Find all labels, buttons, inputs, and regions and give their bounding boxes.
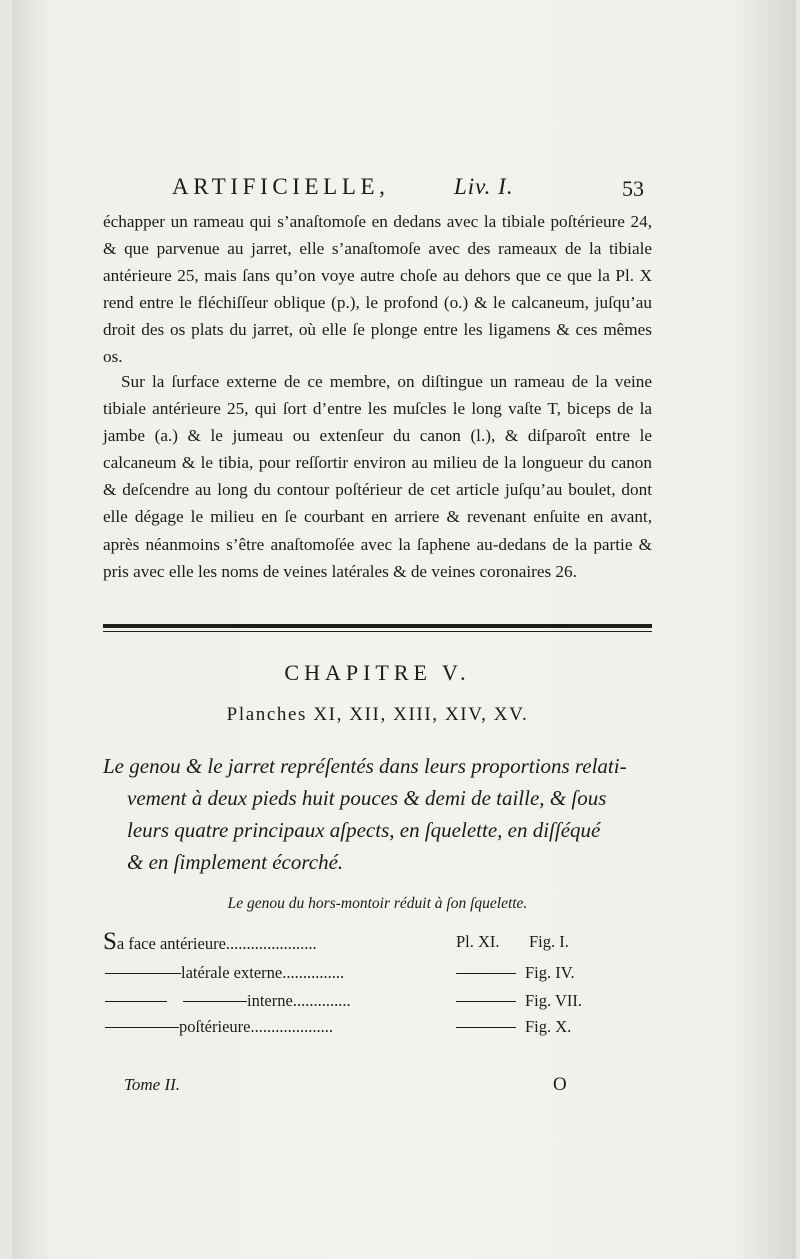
dot-leaders: ...................... bbox=[225, 934, 317, 953]
running-book-number: Liv. I. bbox=[454, 174, 514, 199]
signature-mark: O bbox=[553, 1074, 567, 1095]
summary-line: leurs quatre principaux aſpects, en ſquelette, en diſſéqué bbox=[127, 818, 601, 842]
figure-reference: Fig. X. bbox=[525, 1017, 572, 1036]
figure-reference: Fig. IV. bbox=[525, 963, 575, 982]
table-row bbox=[103, 991, 652, 1017]
row-label: a face antérieure bbox=[116, 934, 226, 953]
ditto-dash bbox=[456, 1027, 516, 1028]
ditto-dash bbox=[456, 1001, 516, 1002]
figure-reference: Fig. VII. bbox=[525, 991, 582, 1010]
figure-reference: Fig. I. bbox=[529, 932, 569, 951]
table-row bbox=[103, 1017, 652, 1043]
ditto-dash bbox=[105, 1027, 179, 1028]
table-heading: Le genou du hors-montoir réduit à ſon ſquelette. bbox=[227, 895, 528, 912]
page-number: 53 bbox=[622, 176, 644, 201]
table-row bbox=[103, 928, 652, 958]
plate-reference: Pl. XI. bbox=[456, 932, 500, 951]
section-rule-thin bbox=[103, 631, 652, 632]
ditto-dash bbox=[183, 1001, 247, 1002]
summary-line: Le genou & le jarret repréſentés dans leurs proportions relati- bbox=[103, 754, 627, 778]
summary-line: & en ſimplement écorché. bbox=[127, 850, 344, 874]
drop-initial: S bbox=[103, 928, 117, 955]
dot-leaders: ............... bbox=[282, 963, 345, 982]
paragraph-2: Sur la ſurface externe de ce membre, on diſtingue un rameau de la veine tibiale antérieure 25, qui ſort d’entre les muſcles le long vaſte T, biceps de la jambe (a.) & le jumeau ou extenſeur du canon (l.), & diſparoît entre le calcaneum & le tibia, pour reſſortir environ au milieu de la longueur du canon & deſcendre au long du contour poſtérieur de cet article juſqu’au boulet, dont elle dégage le milieu en ſe courbant en arriere & revenant enſuite en avant, après néanmoins s’être anaſtomoſée avec la ſaphene au-dedans de la partie & pris avec elle les noms de veines latérales & de veines coronaires 26. bbox=[103, 372, 652, 581]
running-header bbox=[172, 172, 652, 208]
summary-line: vement à deux pieds huit pouces & demi de taille, & ſous bbox=[127, 786, 607, 810]
table-row bbox=[103, 963, 652, 989]
chapter-summary bbox=[103, 750, 652, 878]
ditto-dash bbox=[105, 973, 181, 974]
row-label: poſtérieure bbox=[179, 1017, 251, 1036]
running-title: ARTIFICIELLE, bbox=[172, 174, 390, 199]
dot-leaders: .............. bbox=[292, 991, 351, 1010]
ditto-dash bbox=[456, 973, 516, 974]
plates-heading: Planches XI, XII, XIII, XIV, XV. bbox=[226, 704, 529, 725]
paragraph-1: échapper un rameau qui s’anaſtomoſe en dedans avec la tibiale poſtérieure 24, & que parvenue au jarret, elle s’anaſtomoſe avec des rameaux de la tibiale antérieure 25, mais ſans qu’on voye autre choſe au dehors que ce que la Pl. X rend entre le fléchiſſeur oblique (p.), le profond (o.) & le calcaneum, juſqu’au droit des os plats du jarret, où elle ſe plonge entre les ligamens & ces mêmes os. bbox=[103, 212, 652, 367]
row-label: interne bbox=[247, 991, 293, 1010]
ditto-dash bbox=[105, 1001, 167, 1002]
section-rule-thick bbox=[103, 624, 652, 628]
volume-footer: Tome II. bbox=[124, 1075, 181, 1094]
row-label: latérale externe bbox=[181, 963, 283, 982]
chapter-title: CHAPITRE V. bbox=[284, 660, 471, 685]
dot-leaders: .................... bbox=[250, 1017, 333, 1036]
